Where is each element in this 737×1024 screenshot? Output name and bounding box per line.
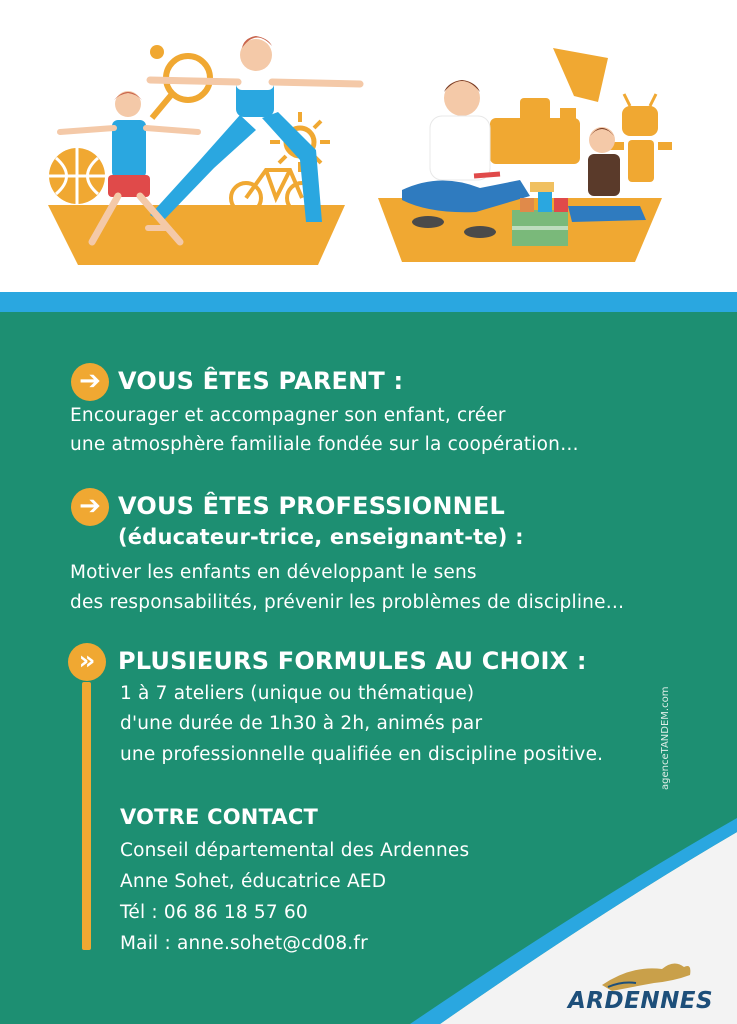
formules-heading: PLUSIEURS FORMULES AU CHOIX : <box>118 647 587 675</box>
parent-heading: VOUS ÊTES PARENT : <box>118 367 404 395</box>
professional-subheading: (éducateur-trice, enseignant-te) : <box>118 525 524 549</box>
formules-text-line-1: 1 à 7 ateliers (unique ou thématique) <box>120 683 475 704</box>
blue-band <box>0 292 737 312</box>
contact-email[interactable]: Mail : anne.sohet@cd08.fr <box>120 933 368 954</box>
rocket-icon <box>553 48 608 102</box>
family-activities-illustration <box>0 0 737 290</box>
professional-heading: VOUS ÊTES PROFESSIONNEL <box>118 492 506 520</box>
contact-phone: Tél : 06 86 18 57 60 <box>120 902 308 923</box>
parent-text-line-2: une atmosphère familiale fondée sur la coopération… <box>70 434 579 455</box>
agency-credit: agenceTANDEM.com <box>660 686 671 790</box>
professional-text-line-2: des responsabilités, prévenir les problèmes de discipline… <box>70 592 625 613</box>
formules-text-line-2: d'une durée de 1h30 à 2h, animés par <box>120 713 483 734</box>
contact-heading: VOTRE CONTACT <box>120 805 319 829</box>
professional-text-line-1: Motiver les enfants en développant le sens <box>70 562 477 583</box>
double-chevron-bullet-icon: » <box>68 643 106 681</box>
arrow-bullet-icon: ➔ <box>71 488 109 526</box>
toy-train-icon <box>490 118 580 164</box>
ardennes-logo-text: ARDENNES <box>568 988 714 1014</box>
formules-text-line-3: une professionnelle qualifiée en discipline positive. <box>120 744 604 765</box>
arrow-bullet-icon: ➔ <box>71 363 109 401</box>
orange-vertical-bar <box>82 682 91 950</box>
parent-text-line-1: Encourager et accompagner son enfant, créer <box>70 405 506 426</box>
contact-person: Anne Sohet, éducatrice AED <box>120 871 387 892</box>
contact-organization: Conseil départemental des Ardennes <box>120 840 470 861</box>
